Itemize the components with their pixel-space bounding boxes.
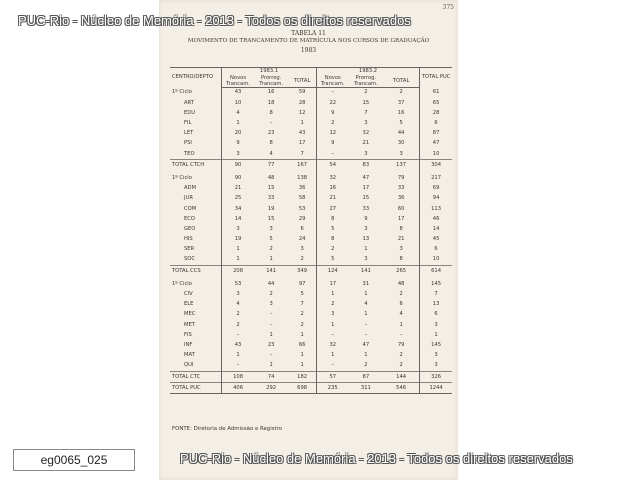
cell-value: 77 <box>254 160 288 171</box>
cell-value: 13 <box>420 300 452 310</box>
row-label: QUI <box>184 362 194 369</box>
row-label: ELE <box>184 301 194 308</box>
cell-value: 19 <box>222 235 254 245</box>
cell-value: – <box>269 311 273 318</box>
cell-value: 208 <box>222 266 254 277</box>
cell-value: 6 <box>399 301 403 308</box>
cell-value: 28 <box>298 99 306 106</box>
table-row <box>170 184 452 194</box>
table-footnote: FONTE: Diretoria de Admissão e Registro <box>172 426 283 432</box>
table-row <box>170 88 452 99</box>
row-label: TEO <box>184 150 195 157</box>
cell-value: 1 <box>300 352 304 359</box>
cell-value: 6 <box>420 245 452 255</box>
table-total-row <box>170 266 452 277</box>
cell-value: 1 <box>420 330 452 340</box>
cell-value: 32 <box>316 341 348 351</box>
cell-value: 79 <box>397 341 405 348</box>
cell-value: – <box>364 331 368 338</box>
cell-value: 10 <box>420 255 452 266</box>
cell-value: 2 <box>399 291 403 298</box>
cell-value: 28 <box>420 108 452 118</box>
cell-value: 1 <box>364 352 368 359</box>
cell-value: 8 <box>269 109 273 116</box>
header-novos-2: Novos Trancam. <box>316 76 348 88</box>
cell-value: 2 <box>364 362 368 369</box>
cell-value: 23 <box>267 341 275 348</box>
cell-value: 20 <box>222 129 254 139</box>
table-row <box>170 341 452 351</box>
cell-value: 90 <box>222 174 254 184</box>
cell-value: 46 <box>420 214 452 224</box>
cell-value: 7 <box>300 301 304 308</box>
cell-value: 311 <box>349 383 383 394</box>
cell-value: 12 <box>298 109 306 116</box>
row-label: FIS <box>184 331 192 338</box>
cell-value: 141 <box>254 266 288 277</box>
cell-value: 22 <box>316 98 348 108</box>
cell-value: 9 <box>364 215 368 222</box>
cell-value: 9 <box>222 139 254 149</box>
cell-value: 15 <box>267 215 275 222</box>
cell-value: 6 <box>420 310 452 320</box>
header-total-1: TOTAL <box>288 76 316 88</box>
cell-value: 31 <box>362 280 370 287</box>
cell-value: 13 <box>362 236 370 243</box>
cell-value: – <box>316 330 348 340</box>
cell-value: 47 <box>420 139 452 149</box>
cell-value: 57 <box>316 372 348 383</box>
cell-value: 36 <box>298 185 306 192</box>
cell-value: 1 <box>269 362 273 369</box>
row-label: ECO <box>184 215 195 222</box>
header-period-2: 1983.2 <box>316 68 419 77</box>
cell-value: – <box>222 361 254 372</box>
table-body <box>170 88 452 394</box>
cell-value: 19 <box>267 205 275 212</box>
cell-value: 16 <box>267 89 275 96</box>
row-label: HIS <box>184 236 193 243</box>
cell-value: 14 <box>222 214 254 224</box>
row-label: TOTAL PUC <box>170 383 222 394</box>
row-label: FIL <box>184 120 192 127</box>
header-centro-depto: CENTRO/DEPTO <box>170 68 222 88</box>
cell-value: 1 <box>300 362 304 369</box>
cell-value: 698 <box>288 383 316 394</box>
cell-value: 4 <box>399 311 403 318</box>
page-number: 375 <box>442 4 454 11</box>
cell-value: 2 <box>316 245 348 255</box>
cell-value: – <box>269 352 273 359</box>
cell-value: 3 <box>364 150 368 157</box>
cell-value: 8 <box>399 256 403 263</box>
cell-value: 15 <box>362 99 370 106</box>
cell-value: 14 <box>420 224 452 234</box>
table-title: TABELA 11 <box>291 30 326 37</box>
cell-value: 1 <box>364 311 368 318</box>
cell-value: 33 <box>397 185 405 192</box>
cell-value: 87 <box>420 129 452 139</box>
cell-value: 12 <box>316 129 348 139</box>
cell-value: – <box>399 331 403 338</box>
cell-value: 47 <box>362 341 370 348</box>
table-row <box>170 351 452 361</box>
cell-value: 3 <box>399 246 403 253</box>
cell-value: 2 <box>300 311 304 318</box>
cell-value: 5 <box>269 236 273 243</box>
cell-value: 3 <box>222 224 254 234</box>
row-label: PSI <box>184 140 192 147</box>
cell-value: 37 <box>397 99 405 106</box>
cell-value: 3 <box>364 120 368 127</box>
cell-value: 10 <box>420 149 452 160</box>
cell-value: 18 <box>267 99 275 106</box>
cell-value: 3 <box>222 149 254 160</box>
cell-value: 10 <box>222 98 254 108</box>
table-row <box>170 139 452 149</box>
cell-value: – <box>316 88 348 99</box>
cell-value: 1 <box>222 255 254 266</box>
cell-value: 94 <box>420 194 452 204</box>
cell-value: 1 <box>300 331 304 338</box>
cell-value: 1 <box>222 119 254 129</box>
cell-value: 69 <box>420 184 452 194</box>
cell-value: 2 <box>399 352 403 359</box>
cell-value: 3 <box>364 225 368 232</box>
row-label: COM <box>184 205 197 212</box>
row-label: INF <box>184 341 193 348</box>
table-row <box>170 245 452 255</box>
row-label: ART <box>184 99 194 106</box>
cell-value: 1 <box>222 245 254 255</box>
cell-value: 145 <box>420 341 452 351</box>
cell-value: 43 <box>298 130 306 137</box>
table-row <box>170 149 452 160</box>
row-label: 1º Ciclo <box>172 89 192 96</box>
cell-value: 33 <box>267 195 275 202</box>
cell-value: 1 <box>300 120 304 127</box>
header-prorrog-1: Prorrog. Trancam. <box>254 76 288 88</box>
cell-value: 4 <box>222 108 254 118</box>
cell-value: 3 <box>399 150 403 157</box>
row-label: LET <box>184 130 194 137</box>
cell-value: 235 <box>316 383 348 394</box>
cell-value: 113 <box>420 204 452 214</box>
cell-value: 45 <box>420 235 452 245</box>
row-label: 1º Ciclo <box>172 280 192 287</box>
cell-value: 3 <box>269 301 273 308</box>
image-id-label: eg0065_025 <box>13 449 135 471</box>
table-total-row <box>170 372 452 383</box>
row-label: GEO <box>184 225 196 232</box>
cell-value: 4 <box>364 301 368 308</box>
cell-value: 217 <box>420 174 452 184</box>
document-page <box>159 0 458 480</box>
cell-value: 21 <box>316 194 348 204</box>
cell-value: 2 <box>222 310 254 320</box>
row-label: MEC <box>184 311 196 318</box>
cell-value: 1 <box>399 321 403 328</box>
cell-value: 65 <box>420 98 452 108</box>
cell-value: 138 <box>297 174 308 181</box>
cell-value: 17 <box>397 215 405 222</box>
cell-value: 53 <box>298 205 306 212</box>
cell-value: 3 <box>316 310 348 320</box>
table-row <box>170 330 452 340</box>
header-total-puc: TOTAL PUC <box>420 68 452 88</box>
cell-value: 61 <box>420 88 452 99</box>
cell-value: 66 <box>298 341 306 348</box>
table-row <box>170 300 452 310</box>
cell-value: 17 <box>316 279 348 289</box>
row-label: 1º Ciclo <box>172 174 192 181</box>
cell-value: 17 <box>362 185 370 192</box>
cell-value: – <box>222 330 254 340</box>
table-row <box>170 279 452 289</box>
cell-value: 5 <box>316 255 348 266</box>
row-label: TOTAL CTC <box>170 372 222 383</box>
row-label: MAT <box>184 352 195 359</box>
table-total-row <box>170 160 452 171</box>
table-row <box>170 290 452 300</box>
cell-value: 36 <box>397 195 405 202</box>
cell-value: 16 <box>397 109 405 116</box>
row-label: ADM <box>184 185 197 192</box>
cell-value: 326 <box>420 372 452 383</box>
cell-value: 9 <box>316 108 348 118</box>
cell-value: 182 <box>288 372 316 383</box>
cell-value: 546 <box>383 383 420 394</box>
row-label: TOTAL CTCH <box>170 160 222 171</box>
cell-value: 34 <box>222 204 254 214</box>
cell-value: 2 <box>316 119 348 129</box>
table-row <box>170 320 452 330</box>
table-total-row <box>170 383 452 394</box>
cell-value: 1 <box>316 351 348 361</box>
header-novos-1: Novos Trancam. <box>222 76 254 88</box>
cell-value: 74 <box>254 372 288 383</box>
cell-value: 1 <box>269 256 273 263</box>
cell-value: 33 <box>362 205 370 212</box>
cell-value: 137 <box>383 160 420 171</box>
table-subtitle: MOVIMENTO DE TRANCAMENTO DE MATRÍCULA NOS CURSOS DE GRADUAÇÃO <box>187 38 430 44</box>
table-row <box>170 129 452 139</box>
cell-value: 7 <box>364 109 368 116</box>
cell-value: 4 <box>222 300 254 310</box>
cell-value: 1244 <box>420 383 452 394</box>
cell-value: 21 <box>397 236 405 243</box>
cell-value: 349 <box>288 266 316 277</box>
cell-value: 2 <box>269 291 273 298</box>
cell-value: 1 <box>316 320 348 330</box>
cell-value: 265 <box>383 266 420 277</box>
cell-value: 3 <box>364 256 368 263</box>
cell-value: 90 <box>222 160 254 171</box>
row-label: SOC <box>184 256 195 263</box>
cell-value: 4 <box>269 150 273 157</box>
table-row <box>170 204 452 214</box>
cell-value: 5 <box>399 120 403 127</box>
cell-value: 32 <box>362 130 370 137</box>
row-label: MET <box>184 321 195 328</box>
cell-value: 1 <box>316 290 348 300</box>
cell-value: 44 <box>397 130 405 137</box>
cell-value: 7 <box>300 150 304 157</box>
cell-value: 2 <box>399 362 403 369</box>
cell-value: 1 <box>222 351 254 361</box>
cell-value: 2 <box>300 256 304 263</box>
cell-value: 48 <box>397 280 405 287</box>
cell-value: 6 <box>300 225 304 232</box>
cell-value: 15 <box>267 185 275 192</box>
table-row <box>170 108 452 118</box>
cell-value: 43 <box>222 341 254 351</box>
cell-value: 15 <box>362 195 370 202</box>
cell-value: 3 <box>420 351 452 361</box>
cell-value: – <box>316 361 348 372</box>
cell-value: 2 <box>300 321 304 328</box>
table-row <box>170 214 452 224</box>
cell-value: 30 <box>397 140 405 147</box>
header-prorrog-2: Prorrog. Trancam. <box>349 76 383 88</box>
cell-value: 108 <box>222 372 254 383</box>
cell-value: 8 <box>399 225 403 232</box>
cell-value: 614 <box>420 266 452 277</box>
header-period-1: 1983.1 <box>222 68 317 77</box>
cell-value: 2 <box>316 300 348 310</box>
cell-value: – <box>269 120 273 127</box>
table-row <box>170 361 452 372</box>
cell-value: 167 <box>288 160 316 171</box>
table-row <box>170 194 452 204</box>
cell-value: 8 <box>316 235 348 245</box>
watermark-top: PUC-Rio - Núcleo de Memória - 2013 - Todos os direitos reservados <box>18 13 411 28</box>
cell-value: 48 <box>267 174 275 181</box>
cell-value: 32 <box>316 174 348 184</box>
cell-value: 3 <box>300 246 304 253</box>
table-row <box>170 224 452 234</box>
cell-value: 145 <box>420 279 452 289</box>
cell-value: 1 <box>364 291 368 298</box>
cell-value: 8 <box>269 140 273 147</box>
cell-value: 47 <box>362 174 370 181</box>
cell-value: 24 <box>298 236 306 243</box>
header-row-periods <box>170 68 452 77</box>
cell-value: 2 <box>399 89 403 96</box>
row-label: TOTAL CCS <box>170 266 222 277</box>
cell-value: 1 <box>364 246 368 253</box>
cell-value: 406 <box>222 383 254 394</box>
cell-value: 79 <box>397 174 405 181</box>
row-label: EDU <box>184 109 196 116</box>
cell-value: 21 <box>362 140 370 147</box>
cell-value: – <box>269 321 273 328</box>
table-row <box>170 255 452 266</box>
cell-value: 1 <box>269 331 273 338</box>
cell-value: 83 <box>349 160 383 171</box>
cell-value: 292 <box>254 383 288 394</box>
cell-value: 60 <box>397 205 405 212</box>
cell-value: 124 <box>316 266 348 277</box>
watermark-bottom: PUC-Rio - Núcleo de Memória - 2013 - Todos os direitos reservados <box>180 451 573 466</box>
cell-value: 21 <box>222 184 254 194</box>
cell-value: 23 <box>267 130 275 137</box>
cell-value: 54 <box>316 160 348 171</box>
header-total-2: TOTAL <box>383 76 420 88</box>
enrollment-table <box>170 67 452 394</box>
cell-value: 5 <box>316 224 348 234</box>
cell-value: 5 <box>300 291 304 298</box>
table-year: 1983 <box>300 47 317 54</box>
cell-value: 8 <box>316 214 348 224</box>
cell-value: 3 <box>269 225 273 232</box>
table-row <box>170 98 452 108</box>
cell-value: 304 <box>420 160 452 171</box>
row-label: SER <box>184 246 195 253</box>
cell-value: 2 <box>269 246 273 253</box>
cell-value: 97 <box>298 280 306 287</box>
cell-value: 17 <box>298 140 306 147</box>
cell-value: – <box>364 321 368 328</box>
cell-value: 43 <box>222 88 254 99</box>
cell-value: 44 <box>267 280 275 287</box>
table-row <box>170 119 452 129</box>
cell-value: 25 <box>222 194 254 204</box>
row-label: CIV <box>184 291 193 298</box>
cell-value: 87 <box>349 372 383 383</box>
cell-value: 27 <box>316 204 348 214</box>
cell-value: 9 <box>316 139 348 149</box>
table-row <box>170 310 452 320</box>
table-row <box>170 235 452 245</box>
cell-value: 7 <box>420 290 452 300</box>
table-row <box>170 174 452 184</box>
cell-value: 58 <box>298 195 306 202</box>
cell-value: – <box>316 149 348 160</box>
cell-value: 141 <box>349 266 383 277</box>
cell-value: 144 <box>383 372 420 383</box>
row-label: JUR <box>184 195 193 202</box>
cell-value: 3 <box>222 290 254 300</box>
cell-value: 53 <box>222 279 254 289</box>
cell-value: 2 <box>364 89 368 96</box>
cell-value: 59 <box>298 89 306 96</box>
cell-value: 2 <box>222 320 254 330</box>
cell-value: 29 <box>298 215 306 222</box>
cell-value: 3 <box>420 320 452 330</box>
cell-value: 6 <box>420 119 452 129</box>
cell-value: 3 <box>420 361 452 372</box>
cell-value: 16 <box>316 184 348 194</box>
